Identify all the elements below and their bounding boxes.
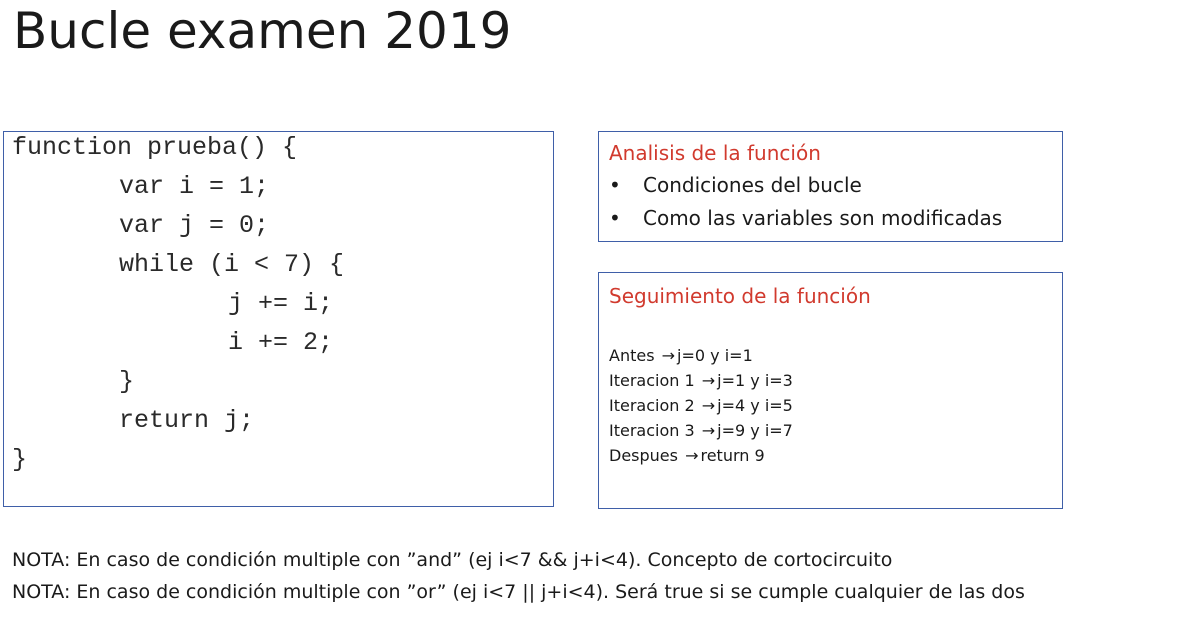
code-line: return j; — [119, 406, 255, 435]
trace-step-result: j=9 y i=7 — [717, 421, 793, 440]
trace-step — [609, 446, 765, 465]
code-line: var i = 1; — [119, 172, 270, 201]
analysis-title: Analisis de la función — [609, 141, 821, 165]
arrow-right-icon: → — [685, 446, 699, 465]
trace-step-result: j=4 y i=5 — [717, 396, 793, 415]
code-panel — [3, 131, 554, 507]
trace-step-label: Iteracion 3 — [609, 421, 695, 440]
analysis-panel — [598, 131, 1063, 242]
trace-step-label: Iteracion 1 — [609, 371, 695, 390]
arrow-right-icon: → — [701, 371, 716, 390]
note-or: NOTA: En caso de condición multiple con ”or” (ej i<7 || j+i<4). Será true si se cumple cualquier de las dos — [12, 581, 1025, 603]
arrow-right-icon: → — [701, 421, 716, 440]
trace-step — [609, 346, 753, 365]
trace-step — [609, 396, 793, 415]
analysis-bullet — [609, 173, 862, 197]
trace-step — [609, 371, 793, 390]
code-line: function prueba() { — [12, 133, 298, 162]
code-line: while (i < 7) { — [119, 250, 345, 279]
code-line: i += 2; — [228, 328, 334, 357]
code-line: var j = 0; — [119, 211, 270, 240]
trace-step — [609, 421, 793, 440]
trace-step-label: Iteracion 2 — [609, 396, 695, 415]
note-and: NOTA: En caso de condición multiple con ”and” (ej i<7 && j+i<4). Concepto de cortocircuito — [12, 549, 893, 571]
analysis-bullet — [609, 206, 1002, 230]
bullet-text: Como las variables son modificadas — [643, 206, 1003, 230]
slide-title: Bucle examen 2019 — [13, 2, 512, 60]
trace-panel — [598, 272, 1063, 509]
bullet-icon: • — [609, 206, 621, 230]
bullet-icon: • — [609, 173, 621, 197]
arrow-right-icon: → — [701, 396, 716, 415]
code-line: } — [119, 367, 135, 396]
trace-step-result: j=1 y i=3 — [717, 371, 793, 390]
trace-step-label: Despues — [609, 446, 678, 465]
trace-step-label: Antes — [609, 346, 655, 365]
trace-step-result: j=0 y i=1 — [677, 346, 753, 365]
code-line: j += i; — [228, 289, 334, 318]
trace-title: Seguimiento de la función — [609, 284, 871, 308]
trace-step-result: return 9 — [700, 446, 765, 465]
bullet-text: Condiciones del bucle — [643, 173, 862, 197]
code-line: } — [12, 445, 28, 474]
arrow-right-icon: → — [661, 346, 676, 365]
